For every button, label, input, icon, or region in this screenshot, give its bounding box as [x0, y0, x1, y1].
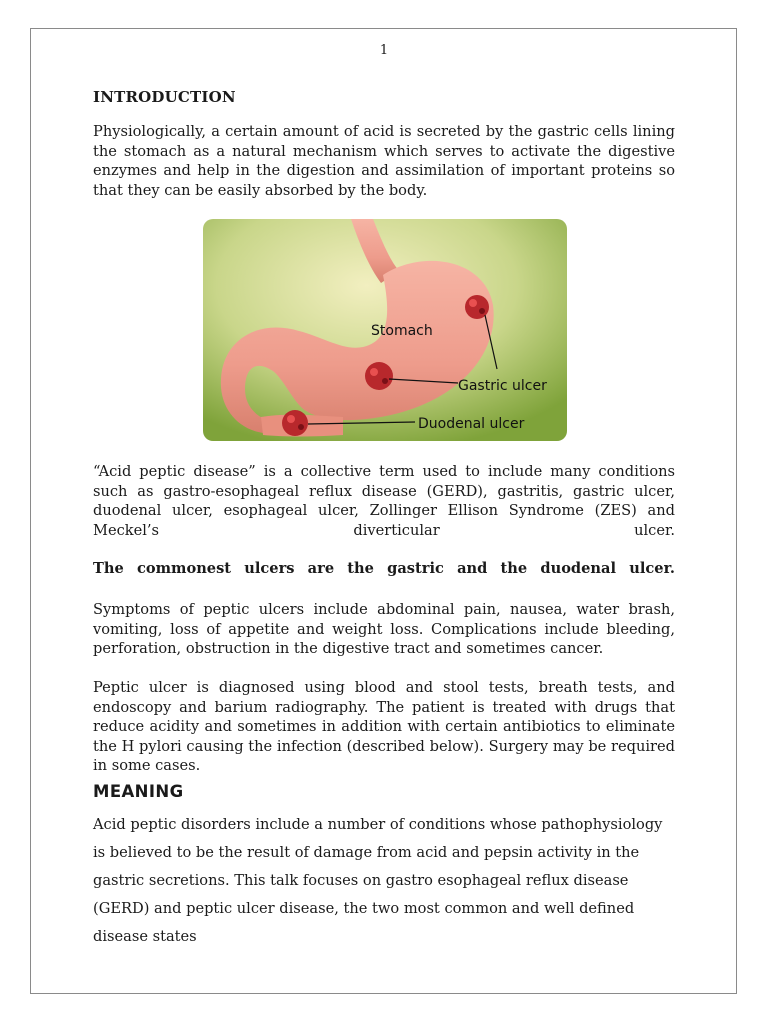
- introduction-heading: INTRODUCTION: [93, 88, 236, 106]
- gastric-ulcer-lower: [365, 362, 393, 390]
- stomach-ulcer-illustration: [203, 219, 567, 441]
- symptoms-paragraph: Symptoms of peptic ulcers include abdominal pain, nausea, water brash, vomiting, loss of appetite and weight loss. Complications include bleeding, perforation, obstruction in the digestive tract and sometimes cancer.: [93, 601, 675, 658]
- duodenal-ulcer-mark: [282, 410, 308, 436]
- diagnosis-paragraph: Peptic ulcer is diagnosed using blood and stool tests, breath tests, and endoscopy and barium radiography. The patient is treated with drugs that reduce acidity and sometimes in addition with certain antibiotics to eliminate the H pylori causing the infection (described below). Surgery may be required in some cases.: [93, 679, 675, 775]
- stomach-label: Stomach: [371, 323, 433, 339]
- stomach-diagram: [203, 219, 567, 441]
- introduction-paragraph: Physiologically, a certain amount of acid is secreted by the gastric cells lining the stomach as a natural mechanism which serves to activate the digestive enzymes and help in the digestion and assimilation of important proteins so that they can be easily absorbed by the body.: [93, 123, 675, 199]
- meaning-heading: MEANING: [93, 782, 184, 801]
- gastric-ulcer-label: Gastric ulcer: [458, 378, 547, 394]
- acid-peptic-paragraph: “Acid peptic disease” is a collective term used to include many conditions such as gastro-esophageal reflux disease (GERD), gastritis, gastric ulcer, duodenal ulcer, esophageal ulcer, Zollinger Ellison Syndrome (ZES) and Meckel’s diverticular ulcer.: [93, 463, 675, 539]
- commonest-ulcers-statement: The commonest ulcers are the gastric and the duodenal ulcer.: [93, 560, 675, 577]
- meaning-paragraph: Acid peptic disorders include a number of conditions whose pathophysiology is believed to be the result of damage from acid and pepsin activity in the gastric secretions. This talk focuses on gastro esophageal reflux disease (GERD) and peptic ulcer disease, the two most common and well defined disease states: [93, 816, 663, 945]
- page-number: 1: [379, 43, 389, 58]
- duodenal-ulcer-label: Duodenal ulcer: [418, 416, 525, 432]
